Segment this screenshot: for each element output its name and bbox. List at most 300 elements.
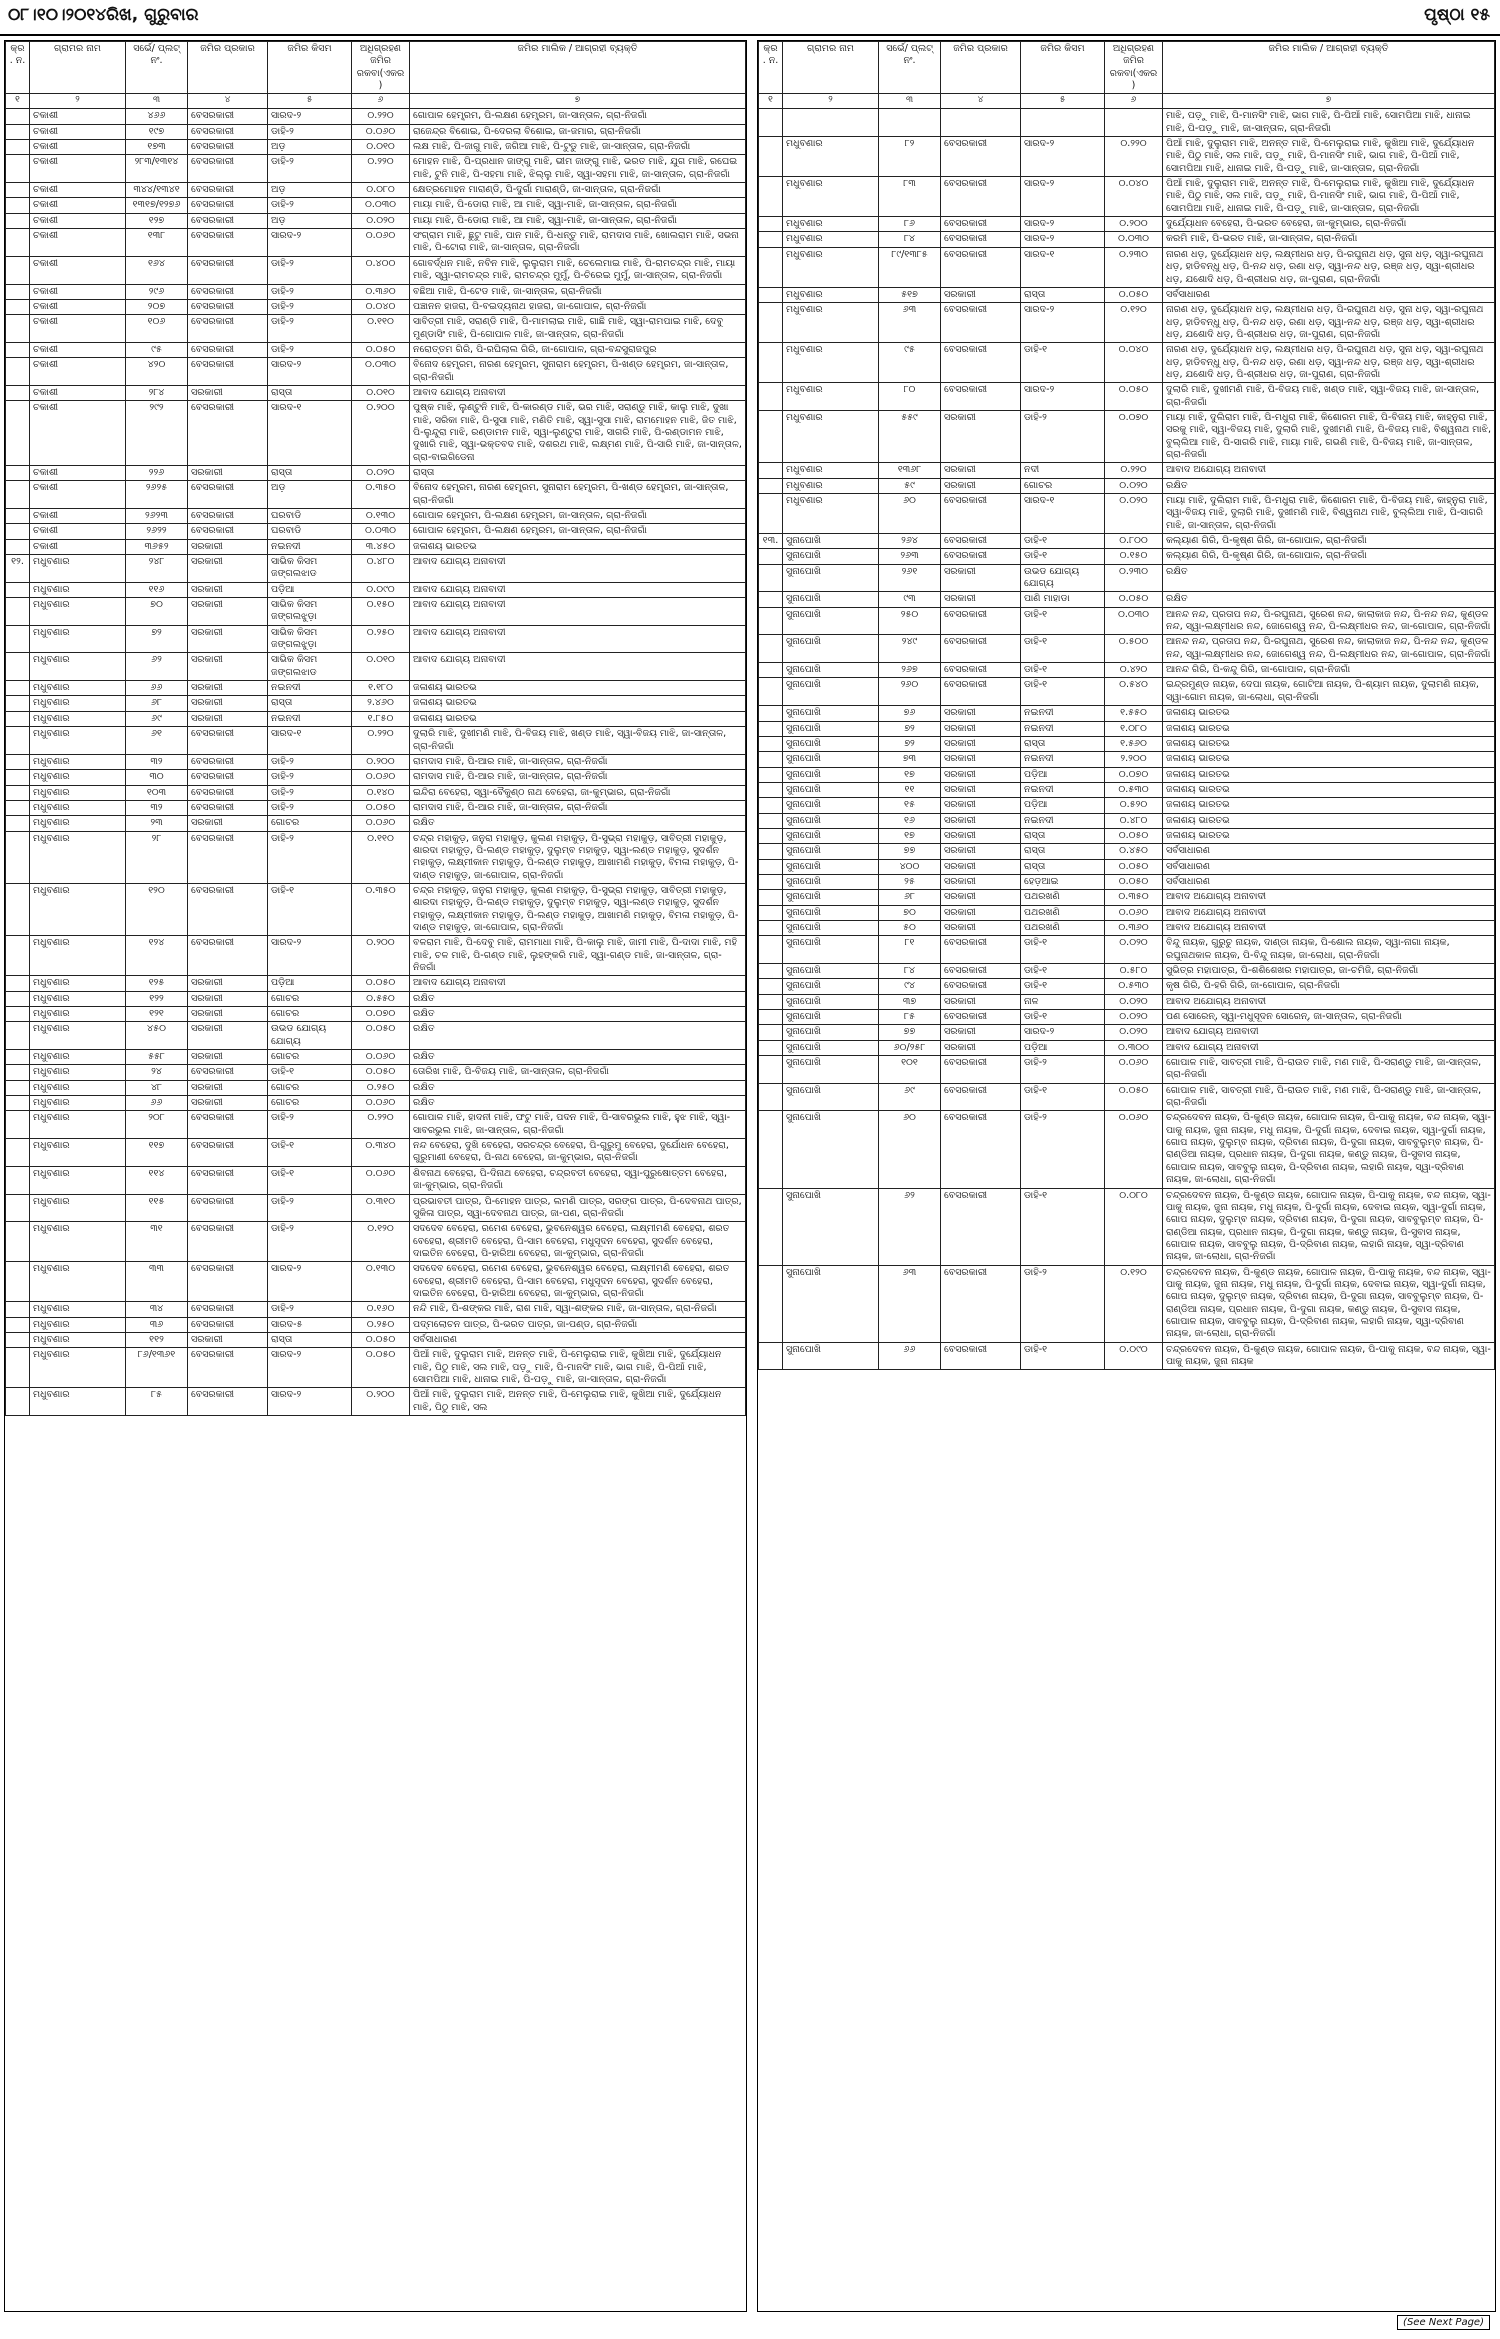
owner-cell: ଜଳାଶୟ ଭାରତଭ [1163,752,1495,767]
area-cell: ୦.୦୬୦ [352,1096,410,1111]
plot-cell: ୮୬ [879,217,941,232]
land-type-cell: ବେସରକାରୀ [188,1222,268,1262]
village-cell: ମଧୁବଣାର [783,137,879,177]
plot-cell: ୩୦ [126,770,188,785]
land-kisam-cell: ନାଳ [1021,994,1105,1009]
village-cell: ମଧୁବଣାର [30,976,126,991]
area-cell: ୦.୦୬୦ [1105,1111,1163,1188]
serial-cell: ୧୨. [6,555,30,583]
table-row [6,653,746,681]
land-kisam-cell: ଅଡ଼ [268,183,352,198]
land-kisam-cell: ପଥରଖଣି [1021,920,1105,935]
serial-cell [759,1010,783,1025]
owner-cell: ଶିବନାଥ ବେହେରା, ପି-ଦିନାଥ ବେହେରା, ଚନ୍ଦ୍ରବତୀ ବେହେରା, ସ୍ୱା-ପୁରୁଷୋତ୍ତମ ବେହେରା, ଜା-କୁମ୍ଭାର, ଗ୍ରା-ନିଜଗାଁ [410,1166,746,1194]
land-type-cell: ବେସରକାରୀ [941,1188,1021,1265]
plot-cell: ୨୨୬ [126,465,188,480]
table-row [6,256,746,284]
table-row [6,598,746,626]
land-kisam-cell: ସାରଦ-୨ [268,1388,352,1416]
table-row [6,140,746,155]
owner-cell: ଗୋପାଳ ହେମ୍ବ୍ରମ, ପି-ଲକ୍ଷଣ ହେମ୍ବ୍ରମ, ଜା-ସାନ୍ତାଳ, ଗ୍ରା-ନିଜଗାଁ [410,509,746,524]
owner-cell: ଆବାଦ ଅଯୋଗ୍ୟ ଅନାବାଦୀ [1163,994,1495,1009]
col-area: ଅଧିଗ୍ରହଣ ଜମିର ରକବା(ଏକର) [1105,42,1163,94]
owner-cell: ଜଳାଶୟ ଭାରତଭ [1163,767,1495,782]
village-cell: ମଧୁବଣାର [30,1096,126,1111]
plot-cell: ୭୨ [126,625,188,653]
owner-cell: ଜଳାଶୟ ଭାରତଭ [1163,782,1495,797]
serial-cell [6,625,30,653]
land-type-cell: ବେସରକାରୀ [941,217,1021,232]
land-type-cell: ବେସରକାରୀ [188,124,268,139]
land-type-cell: ବେସରକାରୀ [941,137,1021,177]
land-type-cell: ବେସରକାରୀ [188,1302,268,1317]
land-type-cell: ସରକାରୀ [941,1040,1021,1055]
land-type-cell: ବେସରକାରୀ [941,1083,1021,1111]
plot-cell: ୨୮୩/୧୩୧୪ [126,155,188,183]
village-cell: ସୁନାପୋଖି [783,592,879,607]
area-cell: ୦.୦୫୦ [1105,828,1163,843]
area-cell: ୦.୪୦୦ [352,256,410,284]
table-row [6,1348,746,1388]
land-kisam-cell: ନଇନଦୀ [1021,813,1105,828]
village-cell: ମଧୁବଣାର [783,287,879,302]
serial-cell [759,1056,783,1084]
owner-cell: ସର୍ବସାଧାରଣ [1163,859,1495,874]
serial-cell [759,936,783,964]
land-kisam-cell: ଡାହି-୧ [1021,549,1105,564]
area-cell: ୦.୨୨୦ [352,109,410,124]
area-cell: ୧.୧୮୦ [352,681,410,696]
plot-cell: ୧୨୭ [126,213,188,228]
land-kisam-cell: ପଥରଖଣି [1021,905,1105,920]
land-kisam-cell: ସାରଦ-୨ [1021,137,1105,177]
land-type-cell: ସରକାରୀ [188,1332,268,1347]
plot-cell: ୭୬ [879,706,941,721]
land-type-cell: ସରକାରୀ [941,905,1021,920]
plot-cell: ୯୪ [879,979,941,994]
serial-cell [759,706,783,721]
owner-cell: ଆବାଦ ଯୋଗ୍ୟ ଅନାବାଦୀ [1163,1025,1495,1040]
serial-cell [6,1111,30,1139]
plot-cell: ୩୬ [126,1317,188,1332]
table-row [759,663,1495,678]
plot-cell: ୩୩ [126,1262,188,1302]
table-row [759,813,1495,828]
plot-cell [879,109,941,137]
table-row [6,1262,746,1302]
village-cell: ଚକାଶୀ [30,155,126,183]
serial-cell [6,284,30,299]
table-row [6,155,746,183]
land-type-cell: ସରକାରୀ [188,696,268,711]
table-row [759,920,1495,935]
owner-cell: ରକ୍ଷିତ [410,816,746,831]
owner-cell: ଗୋବର୍ଦ୍ଧନ ମାଝି, ନବିନ ମାଝି, ଲୁଲୁରାମ ମାଝି, ଚେଲେମାଇ ମାଝି, ପି-ରାମଚନ୍ଦ୍ର ମାଝି, ମାୟା ମାଝି, ସ୍ୱା-ରାମଚନ୍ଦ୍ର ମାଝି, ରାମଚନ୍ଦ୍ର ମୁର୍ମୁ, ପି-ଚିରେଇ ମୁର୍ମୁ, ଜା-ସାନ୍ତାଳ, ଗ୍ରା-ନିଜଗାଁ [410,256,746,284]
table-row [759,564,1495,592]
table-row [6,509,746,524]
table-row [759,828,1495,843]
owner-cell: ନାରଣ ଧଡ଼, ଦୁର୍ଯ୍ୟୋଧନ ଧଡ଼, ଲକ୍ଷ୍ମୀଧର ଧଡ଼, ପି-ରଘୁନାଥ ଧଡ଼, ସୁନା ଧଡ଼, ସ୍ୱା-ରଘୁନାଥ ଧଡ଼, ହାଡିବନ୍ଧୁ ଧଡ଼, ପି-ନନ୍ଦ ଧଡ଼, ରଣା ଧଡ଼, ସ୍ୱା-ନନ୍ଦ ଧଡ଼, ରଞ୍ଜ ଧଡ଼, ସ୍ୱା-ଶ୍ରୀଧର ଧଡ଼, ଯଶୋଦି ଧଡ଼, ପି-ଶ୍ରୀଧର ଧଡ଼, ଜା-ପୁରାଣ, ଗ୍ରା-ନିଜଗାଁ [1163,343,1495,383]
plot-cell: ୨୬୭ [879,663,941,678]
area-cell: ୦.୧୬୦ [352,1302,410,1317]
table-row [759,859,1495,874]
land-type-cell: ସରକାରୀ [941,890,1021,905]
table-row [6,1332,746,1347]
land-type-cell: ସରକାରୀ [188,385,268,400]
plot-cell: ୬୦ [879,494,941,534]
land-kisam-cell: ଡାହି-୧ [1021,964,1105,979]
plot-cell: ୬୨ [126,653,188,681]
land-kisam-cell: ଡାହି-୧ [1021,1188,1105,1265]
serial-cell [6,1302,30,1317]
table-row [759,874,1495,889]
land-type-cell: ବେସରକାରୀ [188,315,268,343]
plot-cell: ୫୯ [879,478,941,493]
area-cell: ୦.୦୨୦ [1105,994,1163,1009]
col-num: ୭ [1163,94,1495,109]
plot-cell: ୭୨ [879,736,941,751]
land-kisam-cell: ରାସ୍ତା [268,465,352,480]
table-row [6,800,746,815]
owner-cell: ରାମଦାସ ମାଝି, ପି-ଆର ମାଝି, ଜା-ସାନ୍ତାଳ, ଗ୍ରା-ନିଜଗାଁ [410,754,746,769]
table-row [759,752,1495,767]
land-type-cell: ବେସରକାରୀ [188,1111,268,1139]
village-cell: ମଧୁବଣାର [30,653,126,681]
land-type-cell: ବେସରକାରୀ [941,303,1021,343]
col-owner: ଜମିର ମାଲିକ / ଆଗ୍ରହୀ ବ୍ୟକ୍ତି [1163,42,1495,94]
land-kisam-cell: ପଡ଼ିଆ [268,976,352,991]
col-num: ୧ [6,94,30,109]
table-row [6,991,746,1006]
serial-cell [759,905,783,920]
table-row [6,936,746,976]
village-cell: ମଧୁବଣାର [783,463,879,478]
area-cell: ୦.୦୪୦ [1105,343,1163,383]
land-kisam-cell: ଅଡ଼ [268,140,352,155]
plot-cell: ୯୫ [126,342,188,357]
area-cell: ୦.୩୧୦ [352,1194,410,1222]
table-row [759,890,1495,905]
village-cell: ମଧୁବଣାର [30,598,126,626]
land-type-cell: ସରକାରୀ [188,555,268,583]
table-row [6,785,746,800]
village-cell: ମଧୁବଣାର [30,711,126,726]
area-cell: ୦.୦୩୦ [1105,232,1163,247]
table-row [6,1022,746,1050]
plot-cell: ୭୩ [879,752,941,767]
land-type-cell: ସରକାରୀ [188,582,268,597]
owner-cell: କୃଷ ଗିରି, ପି-ହରି ଗିରି, ଜା-ଗୋପାଳ, ଗ୍ରା-ନିଜଗାଁ [1163,979,1495,994]
village-cell: ମଧୁବଣାର [30,1065,126,1080]
village-cell: ସୁନାପୋଖି [783,828,879,843]
land-type-cell: ସରକାରୀ [188,598,268,626]
land-type-cell: ସରକାରୀ [941,994,1021,1009]
land-kisam-cell: ପଡ଼ିଆ [1021,767,1105,782]
land-kisam-cell: ଡାହି-୧ [1021,979,1105,994]
plot-cell: ୬୦/୨୫୮ [879,1040,941,1055]
land-kisam-cell: ଡାହି-୨ [1021,1111,1105,1188]
area-cell: ୦.୨୨୦ [1105,137,1163,177]
owner-cell: ଦୁଲାରି ମାଝି, ଦୁଖୀମଣି ମାଝି, ପି-ବିଜୟ ମାଝି, ଖଣ୍ଡ ମାଝି, ସ୍ୱା-ବିଜୟ ମାଝି, ଜା-ସାନ୍ତାଳ, ଗ୍ରା-ନିଜଗାଁ [1163,383,1495,411]
owner-cell: ଆନନ୍ଦ ନନ୍ଦ, ପ୍ରତାପ ନନ୍ଦ, ପି-ରଘୁନାଥ, ସୁରେଶ ନନ୍ଦ, କାଲାକାଜ ନନ୍ଦ, ପି-ନନ୍ଦ ନନ୍ଦ, କୁଣ୍ଡଳ ନନ୍ଦ, ସ୍ୱା-ଲକ୍ଷ୍ମୀଧର ନନ୍ଦ, ଜୋଗେଶ୍ୱ ନନ୍ଦ, ପି-ଲକ୍ଷ୍ମୀଧର ନନ୍ଦ, ଜା-ଗୋପାଳ, ଗ୍ରା-ନିଜଗାଁ [1163,635,1495,663]
land-type-cell: ସରକାରୀ [188,711,268,726]
land-kisam-cell: ଡାହି-୧ [1021,534,1105,549]
plot-cell: ୧୯୭ [126,124,188,139]
village-cell: ସୁନାପୋଖି [783,663,879,678]
serial-cell [759,663,783,678]
plot-cell: ୧୩୧୭/୧୨୭୬ [126,198,188,213]
table-row [6,401,746,466]
land-kisam-cell: ନଇନଦୀ [268,681,352,696]
serial-cell [6,831,30,883]
plot-cell: ୬୬ [126,1096,188,1111]
land-type-cell: ସରକାରୀ [941,782,1021,797]
table-row [6,358,746,386]
owner-cell: ଆବାଦ ଯୋଗ୍ୟ ଅନାବାଦୀ [410,976,746,991]
village-cell: ସୁନାପୋଖି [783,920,879,935]
table-row [759,592,1495,607]
village-cell: ମଧୁବଣାର [30,727,126,755]
col-plot: ସର୍ଭେ/ ପ୍ଲଟ୍ ନଂ. [126,42,188,94]
land-kisam-cell: ସାରଦ-୨ [268,229,352,257]
table-row [6,183,746,198]
land-kisam-cell: ପାଣି ମାହାଡା [1021,592,1105,607]
owner-cell: ଚନ୍ଦ୍ର ମହାକୁଡ଼, ଜନୁରା ମହାକୁଡ଼, କୁଲଣ ମହାକୁଡ଼, ପି-ସୁଭ୍ରା ମହାକୁଡ଼, ସାବିତ୍ରୀ ମହାକୁଡ଼, ଶାରଦା ମହାକୁଡ଼, ପି-ଲଣ୍ଡ ମହାକୁଡ଼, ଦୁଲୁମ୍ବ ମହାକୁଡ଼, ସ୍ୱା-ଲଣ୍ଡ ମହାକୁଡ଼, ସୁଦର୍ଶନ ମହାକୁଡ଼, ଲକ୍ଷ୍ମୀକାନ ମହାକୁଡ଼, ପି-ଲଣ୍ଡ ମହାକୁଡ଼, ଆଖାମଣି ମହାକୁଡ଼, ବିମଳା ମହାକୁଡ଼, ପି-ଦାଣ୍ଡ ମହାକୁଡ଼, ଜା-ଗୋପାଳ, ଗ୍ରା-ନିଜଗାଁ [410,883,746,935]
owner-cell: ବିନୋଦ ହେମ୍ବ୍ରମ, ନାରଣ ହେମ୍ବ୍ରମ, ସୁନାରାମ ହେମ୍ବ୍ରମ, ପି-ଖଣ୍ଡ ହେମ୍ବ୍ରମ, ଜା-ସାନ୍ତାଳ, ଗ୍ରା-ନିଜଗାଁ [410,481,746,509]
area-cell: ୦.୦୫୦ [1105,592,1163,607]
serial-cell [759,383,783,411]
serial-cell [759,798,783,813]
land-type-cell: ବେସରକାରୀ [188,754,268,769]
plot-cell: ୧୦୧ [879,1056,941,1084]
land-kisam-cell: ନଦୀ [1021,463,1105,478]
land-kisam-cell: ରାସ୍ତା [1021,859,1105,874]
land-type-cell: ସରକାରୀ [941,564,1021,592]
serial-cell [6,1050,30,1065]
owner-cell: ଗୋପାଳ ହେମ୍ବ୍ରମ, ପି-ଲକ୍ଷଣ ହେମ୍ବ୍ରମ, ଜା-ସାନ୍ତାଳ, ଗ୍ରା-ନିଜଗାଁ [410,524,746,539]
table-row [759,706,1495,721]
land-kisam-cell: ସାଭିକ କିସମ ଜଙ୍ଗଲଝାଡ [268,555,352,583]
village-cell: ସୁନାପୋଖି [783,1342,879,1370]
land-type-cell: ବେସରକାରୀ [941,635,1021,663]
area-cell: ୦.୨୨୦ [1105,463,1163,478]
plot-cell: ୧୧୨ [126,1332,188,1347]
plot-cell: ୨୪୮ [126,555,188,583]
serial-cell [6,816,30,831]
area-cell: ୦.୩୬୦ [1105,920,1163,935]
village-cell: ମଧୁବଣାର [783,478,879,493]
village-cell: ମଧୁବଣାର [30,831,126,883]
plot-cell: ୧୦୬ [126,315,188,343]
land-type-cell: ବେସରକାରୀ [188,140,268,155]
plot-cell: ୨୬୩ [879,549,941,564]
land-kisam-cell: ସାଭିକ କିସମ ଜଙ୍ଗଲଝୁଡ଼ା [268,625,352,653]
land-kisam-cell: ପଡ଼ିଆ [1021,798,1105,813]
col-serial: କ୍ର. ନ. [6,42,30,94]
plot-cell: ୨୫୦ [879,607,941,635]
land-kisam-cell: ଡାହି-୨ [268,770,352,785]
area-cell: ୦.୨୦୦ [352,754,410,769]
land-type-cell: ବେସରକାରୀ [941,1056,1021,1084]
land-table-right [758,41,1495,1370]
owner-cell: ମାୟା ମାଝି, ଦୁଲିରାମ ମାଝି, ପି-ମଧୁରା ମାଝି, କିଶୋରମ ମାଝି, ପି-ବିଜୟ ମାଝି, କାହ୍ନୁରା ମାଝି, ସରକୁ ମାଝି, ସ୍ୱା-ବିଜୟ ମାଝି, ଦୁଲାରି ମାଝି, ଦୁଖୀମଣି ମାଝି, ପି-ବିଜୟ ମାଝି, ବିଶ୍ୱନାଥ ମାଝି, ବୁଲ୍ଲିଆ ମାଝି, ପି-ସାଗରି ମାଝି, ମାୟା ମାଝି, ଗଭଣି ମାଝି, ପି-ବିଜୟ ମାଝି, ଜା-ସାନ୍ତାଳ, ଗ୍ରା-ନିଜଗାଁ [1163,410,1495,462]
area-cell: ୦.୧୨୦ [352,1222,410,1262]
land-kisam-cell: ପଡ଼ିଆ [1021,1040,1105,1055]
col-owner: ଜମିର ମାଲିକ / ଆଗ୍ରହୀ ବ୍ୟକ୍ତି [410,42,746,94]
area-cell: ୦.୦୨୦ [1105,494,1163,534]
plot-cell: ୪୦୦ [879,859,941,874]
serial-cell [6,711,30,726]
owner-cell: ତୋରିଖ ମାଝି, ପି-ବିଜୟ ମାଝି, ଜା-ସାନ୍ତାଳ, ଗ୍ରା-ନିଜଗାଁ [410,1065,746,1080]
land-kisam-cell: ଡାହି-୨ [268,754,352,769]
village-cell: ସୁନାପୋଖି [783,635,879,663]
land-type-cell: ବେସରକାରୀ [941,1342,1021,1370]
land-kisam-cell: ରାସ୍ତା [1021,844,1105,859]
land-type-cell: ସରକାରୀ [188,991,268,1006]
table-row [759,137,1495,177]
table-row [759,678,1495,706]
village-cell: ଚକାଶୀ [30,342,126,357]
table-row [759,1111,1495,1188]
land-type-cell: ବେସରକାରୀ [941,232,1021,247]
col-serial: କ୍ର. ନ. [759,42,783,94]
area-cell: ୦.୨୩୦ [1105,564,1163,592]
owner-cell: ବିନ୍ଦୁ ନାୟକ, ଗୁରୁଚୁ ନାୟକ, ଦାଣ୍ଡା ନାୟକ, ପି-ଶୋଲ ନାୟକ, ସ୍ୱା-ନାଗା ନାୟକ, ରଘୁନାଥକାଳ ନାୟକ, ପି-ବିନ୍ଦୁ ନାୟକ, ଜା-ଲୋଧା, ଗ୍ରା-ନିଜଗାଁ [1163,936,1495,964]
land-kisam-cell: ସାରଦ-୨ [268,936,352,976]
area-cell: ୦.୧୫୦ [352,598,410,626]
land-type-cell: ସରକାରୀ [188,681,268,696]
owner-cell: ସାବିତ୍ରୀ ମାଝି, ସରାଣ୍ଡି ମାଝି, ପି-ମାମଲାଇ ମାଝି, ଗାଛି ମାଝି, ସ୍ୱା-ରାମପାଇ ମାଝି, ଦେବୁ ମୁଣ୍ଡାସିଂ ମାଝି, ପି-ଗୋପାଳ ମାଝି, ଜା-ସାନ୍ତାଳ, ଗ୍ରା-ନିଜଗାଁ [410,315,746,343]
area-cell: ୧.୦୮୦ [1105,721,1163,736]
table-row [759,798,1495,813]
serial-cell [6,681,30,696]
area-cell: ୦.୦୫୦ [352,1065,410,1080]
serial-cell [759,232,783,247]
land-type-cell: ବେସରକାରୀ [188,155,268,183]
table-row [759,287,1495,302]
area-cell: ୦.୦୪୦ [1105,177,1163,217]
owner-cell: ଗୋପାଳ ହେମ୍ବ୍ରମ, ପି-ଲକ୍ଷଣ ହେମ୍ବ୍ରମ, ଜା-ସାନ୍ତାଳ, ଗ୍ରା-ନିଜଗାଁ [410,109,746,124]
owner-cell: ନନ୍ଦି ମାଝି, ପି-ଶଙ୍କର ମାଝି, ରାଶ ମାଝି, ସ୍ୱା-ଶଙ୍କର ମାଝି, ଜା-ସାନ୍ତାଳ, ଗ୍ରା-ନିଜଗାଁ [410,1302,746,1317]
land-kisam-cell: ସାଭିକ କିସମ ଜଙ୍ଗଲଝୁଡ଼ା [268,598,352,626]
serial-cell [759,964,783,979]
plot-cell: ୨୬୪ [879,534,941,549]
land-kisam-cell: ଡାହି-୨ [268,299,352,314]
area-cell: ୦.୦୬୦ [352,1050,410,1065]
serial-cell [759,874,783,889]
plot-cell: ୨୩ [126,816,188,831]
table-row [6,831,746,883]
table-row [759,410,1495,462]
table-row [6,1302,746,1317]
land-kisam-cell: ସାରଦ-୨ [1021,1025,1105,1040]
serial-cell [6,800,30,815]
area-cell: ୦.୨୫୦ [352,1080,410,1095]
village-cell: ଚକାଶୀ [30,401,126,466]
village-cell: ମଧୁବଣାର [783,217,879,232]
land-type-cell: ବେସରକାରୀ [188,1194,268,1222]
area-cell: ୦.୪୮୦ [1105,813,1163,828]
land-kisam-cell: ଡାହି-୨ [268,315,352,343]
land-kisam-cell: ଡାହି-୨ [268,1111,352,1139]
plot-cell: ୧୨୨ [126,991,188,1006]
serial-cell [759,109,783,137]
table-row [6,481,746,509]
col-num: ୩ [879,94,941,109]
plot-cell: ୩୪ [126,1302,188,1317]
table-row [6,124,746,139]
serial-cell [6,883,30,935]
land-kisam-cell: ଡାହି-୧ [1021,1083,1105,1111]
table-row [759,964,1495,979]
owner-cell: ଆବାଦ ଯୋଗ୍ୟ ଅନାବାଦୀ [410,598,746,626]
village-cell: ସୁନାପୋଖି [783,706,879,721]
right-column [757,40,1496,2312]
owner-cell: ଗୋପାଳ ମାଝି, ସାବତ୍ରୀ ମାଝି, ପି-ରାଉତ ମାଝି, ମଣ ମାଝି, ପି-ସରାଣ୍ଡୁ ମାଝି, ଜା-ସାନ୍ତାଳ, ଗ୍ରା-ନିଜଗାଁ [1163,1056,1495,1084]
village-cell: ମଧୁବଣାର [30,582,126,597]
area-cell: ୦.୨୨୦ [352,155,410,183]
serial-cell [759,1083,783,1111]
land-type-cell: ସରକାରୀ [188,1022,268,1050]
area-cell: ୦.୦୫୦ [1105,383,1163,411]
village-cell: ସୁନାପୋଖି [783,736,879,751]
plot-cell: ୬୦ [879,1111,941,1188]
village-cell: ସୁନାପୋଖି [783,782,879,797]
village-cell: ଚକାଶୀ [30,124,126,139]
area-cell: ୦.୦୬୦ [352,770,410,785]
owner-cell: କଲ୍ୟାଣ ଗିରି, ପି-କୃଷ୍ଣ ଗିରି, ଜା-ଗୋପାଳ, ଗ୍ରା-ନିଜଗାଁ [1163,534,1495,549]
col-num: ୧ [759,94,783,109]
col-num: ୨ [783,94,879,109]
owner-cell: ସଦଦେବ ବେହେରା, ରମେଶ ବେହେରା, ଭୁବନେଶ୍ୱର ବେହେରା, ଲକ୍ଷ୍ମୀମଣି ବେହେରା, ଶରତ ବେହେରା, ଶ୍ରୀମତି ବେହେରା, ପି-ସାମ ବେହେରା, ମଧୁସୂଦନ ବେହେରା, ସୁଦର୍ଶନ ବେହେରା, ଦାଇତିନ ବେହେରା, ପି-ହାରିଆ ବେହେରା, ଜା-କୁମ୍ଭାର, ଗ୍ରା-ନିଜଗାଁ [410,1262,746,1302]
plot-cell: ୩୧ [126,1222,188,1262]
village-cell: ସୁନାପୋଖି [783,534,879,549]
table-row [759,232,1495,247]
plot-cell: ୯୫ [879,343,941,383]
land-kisam-cell: ସାରଦ-୨ [268,1262,352,1302]
left-table-body [6,109,746,1416]
plot-cell: ୪୫୦ [126,1022,188,1050]
table-row [6,385,746,400]
land-kisam-cell: ହେଡ଼ଆଇ [1021,874,1105,889]
plot-cell: ୨୬୨୫ [126,481,188,509]
land-type-cell: ବେସରକାରୀ [941,383,1021,411]
land-type-cell: ସରକାରୀ [941,721,1021,736]
serial-cell [6,582,30,597]
village-cell: ସୁନାପୋଖି [783,607,879,635]
col-num: ୪ [188,94,268,109]
plot-cell: ୨୯୨ [126,401,188,466]
serial-cell [6,696,30,711]
land-kisam-cell: ଡାହି-୨ [1021,410,1105,462]
village-cell: ସୁନାପୋଖି [783,1025,879,1040]
area-cell: ୦.୫୨୦ [1105,798,1163,813]
table-row [6,816,746,831]
village-cell: ମଧୁବଣାର [30,681,126,696]
area-cell: ୦.୦୫୦ [352,342,410,357]
area-cell: ୦.୫୩୦ [1105,979,1163,994]
serial-cell [759,463,783,478]
col-village: ଗ୍ରାମର ନାମ [30,42,126,94]
area-cell: ୦.୦୩୦ [352,198,410,213]
area-cell: ୦.୦୩୦ [352,358,410,386]
area-cell: ୦.୧୨୦ [1105,303,1163,343]
table-row [759,383,1495,411]
area-cell: ୦.୦୬୦ [352,816,410,831]
land-type-cell: ବେସରକାରୀ [188,229,268,257]
serial-cell [6,539,30,554]
area-cell: ୦.୦୩୦ [352,524,410,539]
